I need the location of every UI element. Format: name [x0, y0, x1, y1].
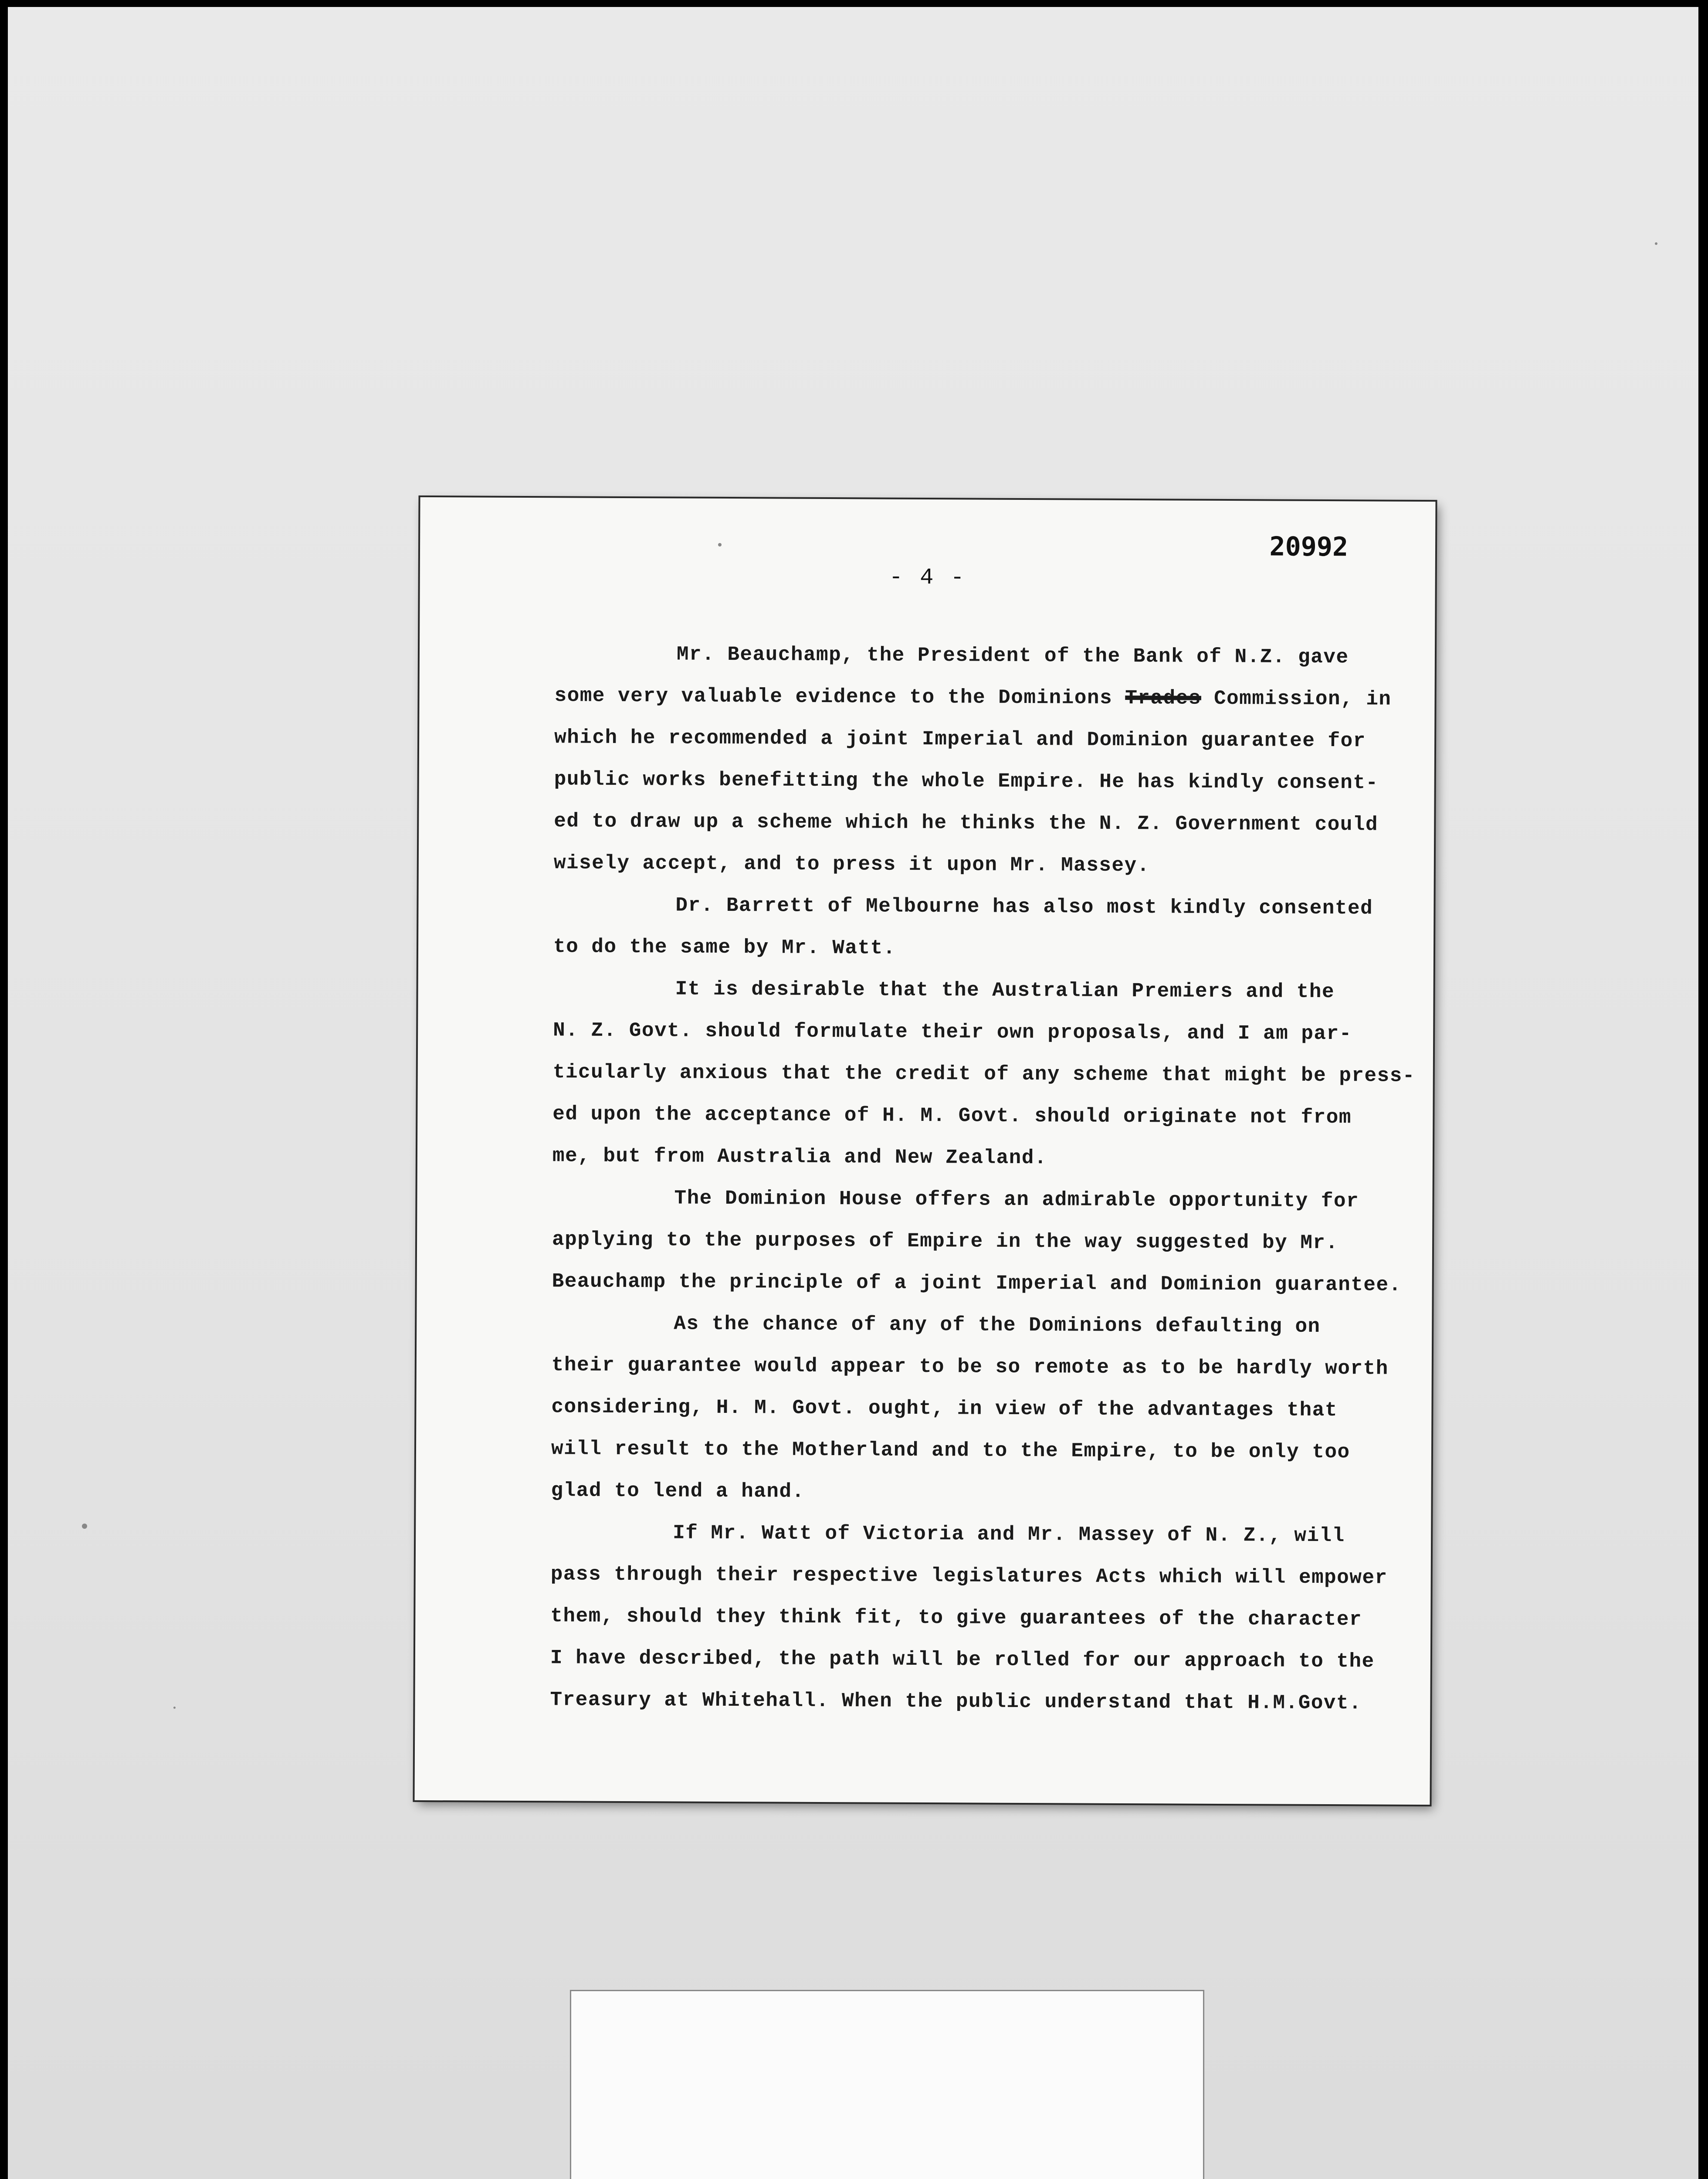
dust-speck — [82, 1524, 87, 1529]
text-line: Dr. Barrett of Melbourne has also most kindly consented — [675, 894, 1373, 920]
text-line — [554, 675, 1404, 720]
paragraph — [554, 633, 1404, 888]
paragraph — [553, 884, 1403, 971]
text-fragment: Commission, in — [1213, 687, 1392, 711]
text-line: their guarantee would appear to be so remote as to be hardly worth — [551, 1354, 1389, 1380]
text-line: me, but from Australia and New Zealand. — [552, 1144, 1047, 1170]
dust-speck — [1655, 242, 1657, 245]
typed-letter-page — [414, 497, 1435, 1805]
dust-speck — [718, 543, 722, 546]
dust-speck — [173, 1707, 176, 1709]
text-line: Beauchamp the principle of a joint Imperial and Dominion guarantee. — [552, 1270, 1402, 1297]
text-line: The Dominion House offers an admirable opportunity for — [674, 1187, 1359, 1213]
text-line: pass through their respective legislatures Acts which will empower — [550, 1563, 1388, 1589]
letter-body — [550, 633, 1415, 1724]
text-line: ticularly anxious that the credit of any scheme that might be press- — [552, 1061, 1415, 1087]
text-line: It is desirable that the Australian Premiers and the — [675, 977, 1335, 1004]
archive-index-card — [570, 1990, 1204, 2179]
text-line: them, should they think fit, to give guarantees of the character — [550, 1605, 1362, 1631]
text-line: wisely accept, and to press it upon Mr. Massey. — [553, 852, 1150, 877]
scan-background — [8, 7, 1698, 2179]
text-line: As the chance of any of the Dominions defaulting on — [674, 1312, 1321, 1338]
text-line: glad to lend a hand. — [551, 1479, 805, 1503]
text-line: will result to the Motherland and to the Empire, to be only too — [551, 1437, 1350, 1464]
text-line: ed to draw up a scheme which he thinks the N. Z. Government could — [554, 810, 1379, 836]
text-line: Treasury at Whitehall. When the public understand that H.M.Govt. — [550, 1688, 1362, 1715]
paragraph — [550, 1511, 1400, 1724]
text-line: applying to the purposes of Empire in the way suggested by Mr. — [552, 1228, 1339, 1255]
text-line: I have described, the path will be rolled for our approach to the — [550, 1646, 1375, 1673]
text-line: considering, H. M. Govt. ought, in view of the advantages that — [551, 1395, 1338, 1422]
page-folio: - 4 - — [889, 564, 966, 591]
text-line: to do the same by Mr. Watt. — [553, 935, 896, 960]
text-line: Mr. Beauchamp, the President of the Bank of N.Z. gave — [676, 643, 1349, 669]
text-line: public works benefitting the whole Empire. He has kindly consent- — [554, 768, 1379, 794]
text-line: which he recommended a joint Imperial and Dominion guarantee for — [554, 726, 1366, 753]
text-line: N. Z. Govt. should formulate their own proposals, and I am par- — [553, 1019, 1352, 1045]
text-fragment: some very valuable evidence to the Dominions — [554, 684, 1113, 709]
archive-page-number: 20992 — [1269, 531, 1349, 563]
text-line: ed upon the acceptance of H. M. Govt. should originate not from — [552, 1103, 1352, 1129]
paragraph — [551, 1302, 1401, 1515]
paragraph — [552, 967, 1415, 1181]
struck-word: Trades — [1125, 686, 1202, 710]
paragraph — [552, 1177, 1402, 1306]
text-line: If Mr. Watt of Victoria and Mr. Massey of N. Z., will — [673, 1521, 1345, 1548]
